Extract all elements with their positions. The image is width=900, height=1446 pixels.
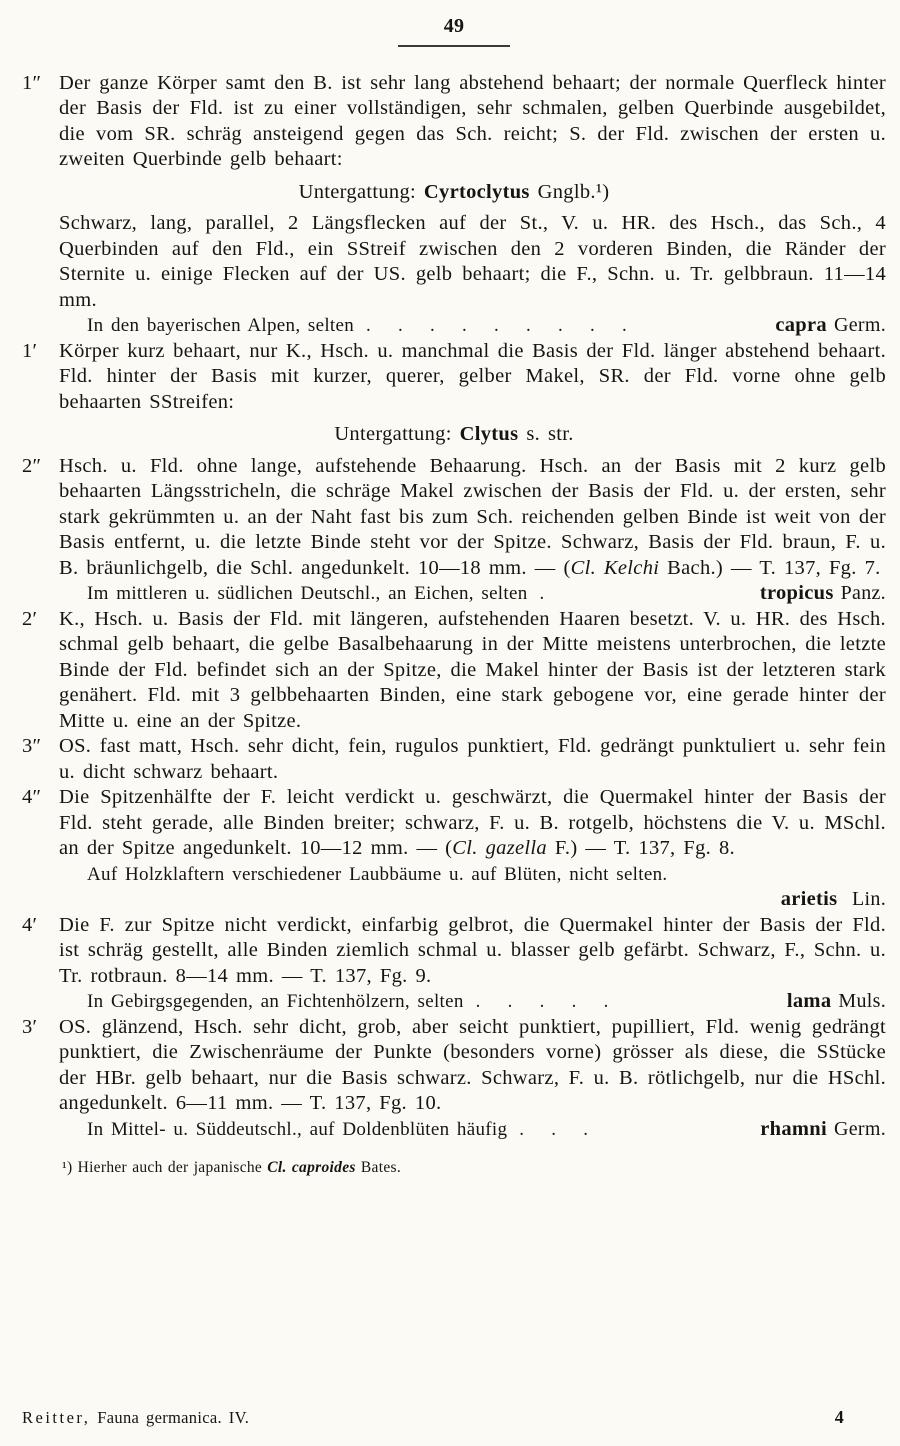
entry-marker: 1″ xyxy=(22,71,42,94)
key-entry-2b xyxy=(22,607,886,735)
dot-leader: . xyxy=(539,583,555,604)
species-name: capra xyxy=(775,314,827,336)
habitat-text: In Gebirgsgegenden, an Fichtenhölzern, selten xyxy=(87,991,464,1012)
entry-text: Die F. zur Spitze nicht verdickt, einfarbig gelbrot, die Quermakel hinter der Basis der Fld. ist schräg gestellt, alle Binden ziemlich schmal u. blasser gelb gefärbt. Schwarz, F., Schn. u. Tr. rotbraun. 8—14 mm. — T. 137, Fg. 9. xyxy=(59,913,886,987)
species-author: Lin. xyxy=(852,888,886,910)
key-entry-4b xyxy=(22,913,886,990)
species-author: Panz. xyxy=(840,582,886,604)
key-entry-3a xyxy=(22,734,886,785)
subgenus-author: Gnglb.¹) xyxy=(537,180,610,203)
synonym-name: Cl. gazella xyxy=(452,837,547,859)
footnote-text: ¹) Hierher auch der japanische xyxy=(62,1159,268,1176)
species-line-tropicus xyxy=(22,581,886,607)
synonym-name: Cl. Kelchi xyxy=(570,556,660,579)
entry-text: Die Spitzenhälfte der F. leicht verdickt u. geschwärzt, die Quermakel hinter der Basis der Fld. steht gerade, alle Binden breiter; schwarz, F. u. B. rotgelb, höchstens die V. u. MSchl. an der Spitze angedunkelt. 10—12 mm. — ( xyxy=(59,786,886,859)
species-name: lama xyxy=(786,990,832,1012)
page-number: 49 xyxy=(398,14,511,47)
signature-number: 4 xyxy=(834,1406,844,1427)
habitat-text: Auf Holzklaftern verschiedener Laubbäume u. auf Blüten, nicht selten. xyxy=(87,863,668,885)
entry-text: OS. fast matt, Hsch. sehr dicht, fein, rugulos punktiert, Fld. gedrängt punktuliert u. sehr fein u. dicht schwarz behaart. xyxy=(59,735,886,783)
page-footer xyxy=(22,1405,886,1431)
subgenus-heading-cyrtoclytus xyxy=(22,180,886,206)
footer-imprint xyxy=(22,1405,249,1431)
entry-text: OS. glänzend, Hsch. sehr dicht, grob, aber seicht punktiert, pupilliert, Fld. wenig gedrängt punktiert, die Zwischenräume der Punkte (besonders vorne) grösser als diese, die SStücke der HBr. gelb behaart, nur die Basis schwarz. Schwarz, F. u. B. rötlichgelb, nur die HSchl. angedunkelt. 6—11 mm. — T. 137, Fg. 10. xyxy=(59,1015,886,1114)
subgenus-name: Cyrtoclytus xyxy=(423,180,530,203)
footer-title: Fauna germanica. IV. xyxy=(90,1407,250,1427)
entry-text: F.) — T. 137, Fg. 8. xyxy=(546,837,735,859)
footnote xyxy=(22,1158,886,1178)
species-name: tropicus xyxy=(759,582,834,604)
species-line-capra xyxy=(22,313,886,339)
entry-text: Hsch. u. Fld. ohne lange, aufstehende Behaarung. Hsch. an der Basis mit 2 kurz gelb behaarten Längsstricheln, die schräge Makel zwischen der Basis der Fld. u. der ersten, sehr stark gekrümmten u. an der Naht fast bis zum Sch. reichenden gelben Binde ist weit von der Basis entfernt, u. die letzte Binde steht vor der Spitze. Schwarz, Basis der Fld. braun, F. u. B. bräunlichgelb, die Schl. angedunkelt. 10—18 mm. — ( xyxy=(59,454,886,579)
key-entry-4a xyxy=(22,785,886,862)
entry-text: K., Hsch. u. Basis der Fld. mit längeren, aufstehenden Haaren besetzt. V. u. HR. des Hsch. schmal gelb behaart, die gelbe Basalbehaarung in der Mitte meistens unterbrochen, die letzte Binde der Fld. befindet sich an der Spitze, die Makel hinter der Basis ist der letzteren stark genähert. Fld. mit 3 gelbbehaarten Binden, eine stark gebogene vor, eine gerade hinter der Mitte u. eine an der Spitze. xyxy=(59,607,886,732)
dot-leader: . . . . . xyxy=(475,991,619,1012)
paragraph-text: Schwarz, lang, parallel, 2 Längsflecken auf der St., V. u. HR. des Hsch., das Sch., 4 Querbinden auf den Fld., ein SStreif zwischen den 2 vorderen Binden, die Ränder der Sternite u. einige Flecken auf der US. gelb behaart; die F., Schn. u. Tr. gelbbraun. 11—14 mm. xyxy=(59,212,886,311)
dot-leader: . . . xyxy=(519,1118,599,1140)
cyrtoclytus-description xyxy=(22,211,886,313)
habitat-text: In Mittel- u. Süddeutschl., auf Doldenblüten häufig xyxy=(87,1118,508,1140)
key-entry-2a xyxy=(22,454,886,582)
footnote-species-name: Cl. caproides xyxy=(267,1159,356,1176)
habitat-text: Im mittleren u. südlichen Deutschl., an Eichen, selten xyxy=(87,583,528,604)
page-header xyxy=(22,14,886,47)
species-name: arietis xyxy=(780,888,838,910)
subgenus-author: s. str. xyxy=(526,423,574,445)
subgenus-label: Untergattung: xyxy=(298,180,416,203)
footnote-text: Bates. xyxy=(355,1159,402,1176)
entry-marker: 4″ xyxy=(22,786,42,808)
species-line-lama xyxy=(22,989,886,1015)
entry-text: Körper kurz behaart, nur K., Hsch. u. manchmal die Basis der Fld. länger abstehend behaart. Fld. hinter der Basis mit kurzer, querer, gelber Makel, SR. der Fld. vorne ohne gelb behaarten SStreifen: xyxy=(59,339,886,413)
entry-text: Der ganze Körper samt den B. ist sehr lang abstehend behaart; der normale Querfleck hinter der Basis der Fld. ist zu einer vollständigen, sehr schmalen, gelben Querbinde ausgebildet, die vom SR. schräg ansteigend gegen das Sch. reicht; S. der Fld. zwischen der ersten u. zweiten Querbinde gelb behaart: xyxy=(59,71,886,170)
footer-author: Reitter, xyxy=(22,1407,91,1427)
species-author: Germ. xyxy=(833,314,886,336)
species-name-line xyxy=(59,887,886,913)
entry-marker: 1′ xyxy=(22,339,38,362)
subgenus-heading-clytus xyxy=(22,422,886,448)
species-author: Germ. xyxy=(833,1117,886,1140)
entry-marker: 3′ xyxy=(22,1015,38,1038)
subgenus-name: Clytus xyxy=(459,423,519,445)
species-name: rhamni xyxy=(760,1117,827,1140)
dot-leader: . . . . . . . . . xyxy=(366,315,637,336)
entry-marker: 2″ xyxy=(22,454,42,477)
key-entry-1b xyxy=(22,339,886,416)
entry-marker: 3″ xyxy=(22,735,42,757)
key-entry-1a xyxy=(22,71,886,173)
entry-marker: 2′ xyxy=(22,607,38,630)
species-author: Muls. xyxy=(838,990,886,1012)
entry-marker: 4′ xyxy=(22,913,38,936)
key-entry-3b xyxy=(22,1015,886,1117)
habitat-text: In den bayerischen Alpen, selten xyxy=(87,315,355,336)
entry-text: Bach.) — T. 137, Fg. 7. xyxy=(659,556,881,579)
subgenus-label: Untergattung: xyxy=(334,423,452,445)
species-block-arietis xyxy=(22,862,886,913)
species-line-rhamni xyxy=(22,1117,886,1143)
